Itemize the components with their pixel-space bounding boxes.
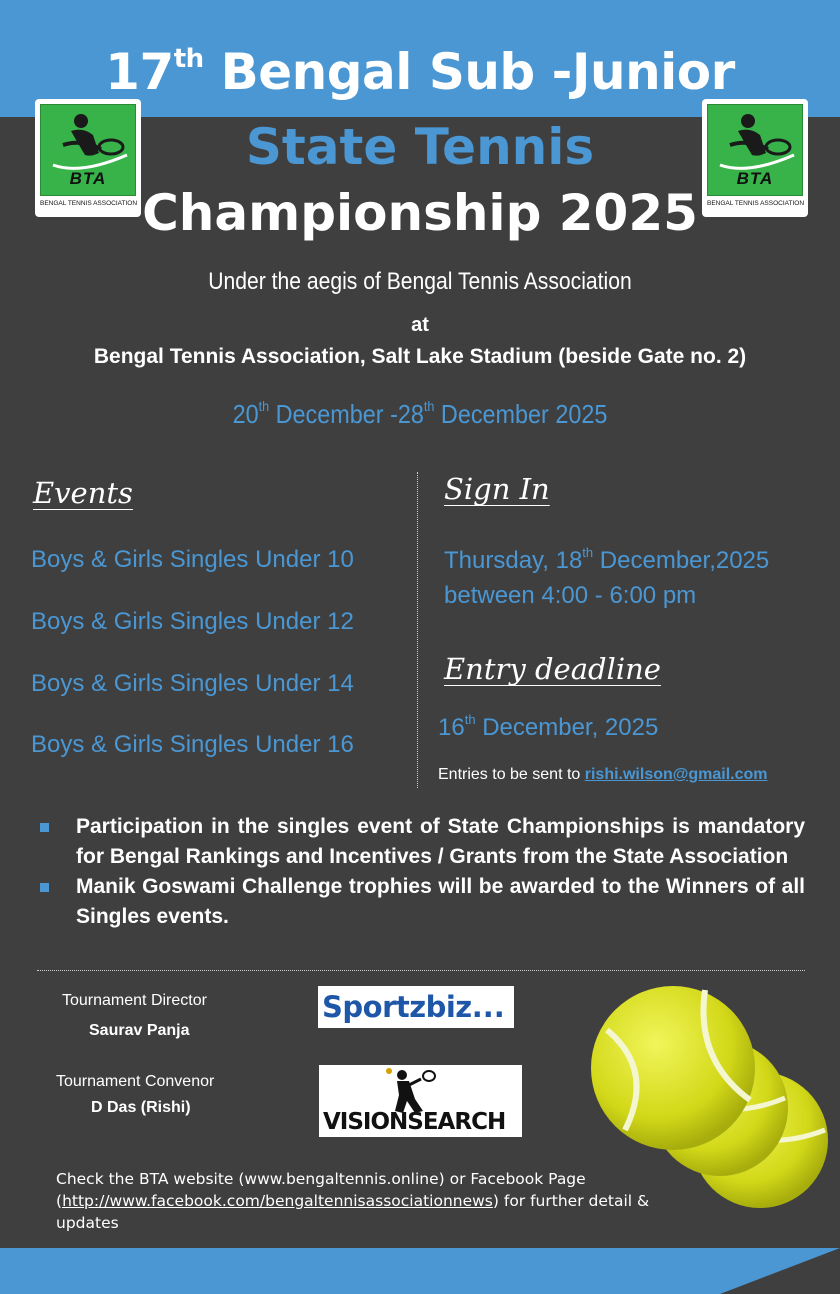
at-text: at <box>411 314 429 336</box>
title-line-2: State Tennis <box>245 118 595 176</box>
note-item <box>40 812 805 872</box>
date-end-day: 28 <box>397 399 424 429</box>
date-end-rest: December 2025 <box>434 399 608 429</box>
bta-logo-text: BTA <box>69 169 107 188</box>
sportzbiz-logo-text: Sportzbiz <box>322 990 472 1024</box>
event-item: Boys & Girls Singles Under 10 <box>31 546 354 573</box>
sign-in-date-rest: December,2025 <box>593 547 770 574</box>
note-text: Manik Goswami Challenge trophies will be awarded to the Winners of all Singles events. <box>76 875 805 928</box>
title-edition-suffix: th <box>173 44 204 74</box>
notes-list <box>40 812 805 932</box>
bullet-square-icon <box>40 823 49 832</box>
sign-in-date-suffix: th <box>582 545 594 560</box>
section-divider <box>37 970 805 971</box>
facebook-page-link[interactable]: http://www.facebook.com/bengaltennisassociationnews <box>62 1192 493 1210</box>
deadline-suffix: th <box>464 712 476 727</box>
title-line-1 <box>0 43 840 101</box>
note-text: Participation in the singles event of State Championships is mandatory for Bengal Rankings and Incentives / Grants from the State Association <box>76 815 805 868</box>
title-line-3: Championship 2025 <box>142 184 698 242</box>
director-role: Tournament Director <box>62 992 207 1009</box>
visionsearch-logo <box>319 1065 522 1137</box>
deadline-rest: December, 2025 <box>475 714 659 741</box>
deadline-day: 16 <box>438 714 465 741</box>
event-dates <box>42 398 798 430</box>
column-divider <box>417 472 418 788</box>
sign-in-time: between 4:00 - 6:00 pm <box>444 582 697 609</box>
convenor-name: D Das (Rishi) <box>91 1099 191 1116</box>
date-end-suffix: th <box>423 398 435 414</box>
entry-deadline-date <box>438 712 658 742</box>
event-item: Boys & Girls Singles Under 16 <box>31 731 354 758</box>
venue-text: Bengal Tennis Association, Salt Lake Stadium (beside Gate no. 2) <box>93 345 747 368</box>
sportzbiz-logo <box>318 986 514 1028</box>
sign-in-date-prefix: Thursday, 18 <box>444 547 583 574</box>
event-item: Boys & Girls Singles Under 12 <box>31 608 354 635</box>
title-line-1-text: Bengal Sub -Junior <box>220 43 735 101</box>
sportzbiz-logo-dots: ... <box>471 990 505 1024</box>
visionsearch-logo-text: VISIONSEARCH <box>323 1109 506 1135</box>
sign-in-heading: Sign In <box>444 472 550 506</box>
entries-email-link[interactable]: rishi.wilson@gmail.com <box>584 766 768 783</box>
footer-prefix: Check the BTA website (www.bengaltennis.online) or Facebook Page ( <box>56 1170 586 1210</box>
bullet-square-icon <box>40 883 49 892</box>
director-name: Saurav Panja <box>89 1022 190 1039</box>
footer-suffix: ) for further detail & updates <box>56 1192 650 1232</box>
bottom-banner <box>0 1248 840 1294</box>
entries-label: Entries to be sent to <box>438 766 585 783</box>
events-heading: Events <box>33 476 133 510</box>
bta-logo-subtitle: BENGAL TENNIS ASSOCIATION <box>707 200 805 207</box>
date-start-day: 20 <box>232 399 259 429</box>
entry-deadline-heading: Entry deadline <box>444 652 661 686</box>
date-start-month: December - <box>269 399 398 429</box>
title-edition-number: 17 <box>105 43 174 101</box>
event-item: Boys & Girls Singles Under 14 <box>31 670 354 697</box>
bottom-banner-notch <box>720 1248 840 1294</box>
aegis-text: Under the aegis of Bengal Tennis Association <box>208 268 632 295</box>
convenor-role: Tournament Convenor <box>56 1073 215 1090</box>
bta-logo-subtitle: BENGAL TENNIS ASSOCIATION <box>40 200 138 207</box>
bta-logo-text: BTA <box>736 169 774 188</box>
entries-note <box>438 766 768 784</box>
footer-info <box>56 1168 676 1234</box>
sign-in-date <box>444 545 769 575</box>
date-start-suffix: th <box>258 398 270 414</box>
note-item <box>40 872 805 932</box>
